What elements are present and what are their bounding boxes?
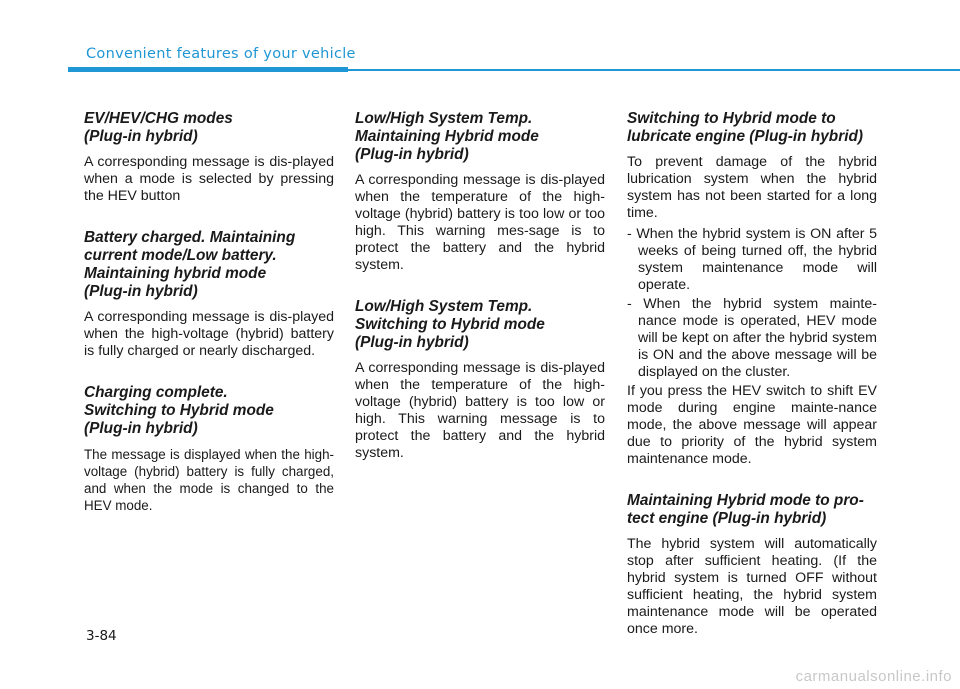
- section-lubricate-engine: [627, 110, 877, 468]
- section-system-temp-maintaining: [355, 110, 605, 274]
- section-heading: Switching to Hybrid mode to lubricate engine (Plug-in hybrid): [627, 110, 863, 145]
- section-intro: To prevent damage of the hybrid lubrication system when the hybrid system has not been started for a long time.: [627, 154, 877, 221]
- column-2: [355, 110, 605, 462]
- section-heading: Battery charged. Maintaining current mode/Low battery. Maintaining hybrid mode (Plug-in hybrid): [84, 229, 296, 300]
- section-ev-hev-chg-modes: [84, 110, 334, 205]
- section-heading: Low/High System Temp. Switching to Hybrid mode (Plug-in hybrid): [355, 298, 545, 351]
- section-heading: Maintaining Hybrid mode to pro- tect engine (Plug-in hybrid): [627, 492, 864, 527]
- column-1: [84, 110, 334, 514]
- section-system-temp-switching: [355, 298, 605, 462]
- section-battery-charged: [84, 229, 334, 360]
- section-body: A corresponding message is dis-played when the high-voltage (hybrid) battery is fully charged or nearly discharged.: [84, 309, 334, 359]
- list-item: - When the hybrid system is ON after 5 weeks of being turned off, the hybrid system maintenance mode will operate.: [627, 226, 877, 293]
- section-heading: Low/High System Temp. Maintaining Hybrid mode (Plug-in hybrid): [355, 110, 539, 163]
- bullet-list: [627, 226, 877, 381]
- section-charging-complete: [84, 384, 334, 514]
- section-title: Convenient features of your vehicle: [86, 46, 356, 62]
- section-body: A corresponding message is dis-played when the temperature of the high-voltage (hybrid) battery is too low or too high. This warning mes-sage is to protect the battery and the hybrid system.: [355, 172, 605, 273]
- list-item: - When the hybrid system mainte-nance mode is operated, HEV mode will be kept on after the hybrid system is ON and the above message will be displayed on the cluster.: [627, 296, 877, 380]
- section-heading: EV/HEV/CHG modes (Plug-in hybrid): [84, 110, 233, 145]
- section-protect-engine: [627, 492, 877, 638]
- section-body: The message is displayed when the high-voltage (hybrid) battery is fully charged, and when the mode is changed to the HEV mode.: [84, 447, 334, 513]
- section-outro: If you press the HEV switch to shift EV mode during engine mainte-nance mode, the above message will appear due to priority of the hybrid system maintenance mode.: [627, 383, 877, 467]
- section-heading: Charging complete. Switching to Hybrid mode (Plug-in hybrid): [84, 384, 274, 437]
- column-3: [627, 110, 877, 638]
- section-body: The hybrid system will automatically stop after sufficient heating. (If the hybrid system is turned OFF without sufficient heating, the hybrid system maintenance mode will be operated once more.: [627, 536, 877, 637]
- header-rule: [348, 69, 960, 71]
- header-rule-accent: [68, 67, 348, 72]
- watermark: carmanualsonline.info: [795, 668, 952, 685]
- section-body: A corresponding message is dis-played when a mode is selected by pressing the HEV button: [84, 154, 334, 204]
- section-body: A corresponding message is dis-played when the temperature of the high-voltage (hybrid) battery is too low or high. This warning message is to protect the battery and the hybrid system.: [355, 360, 605, 461]
- page-number: 3-84: [86, 628, 117, 644]
